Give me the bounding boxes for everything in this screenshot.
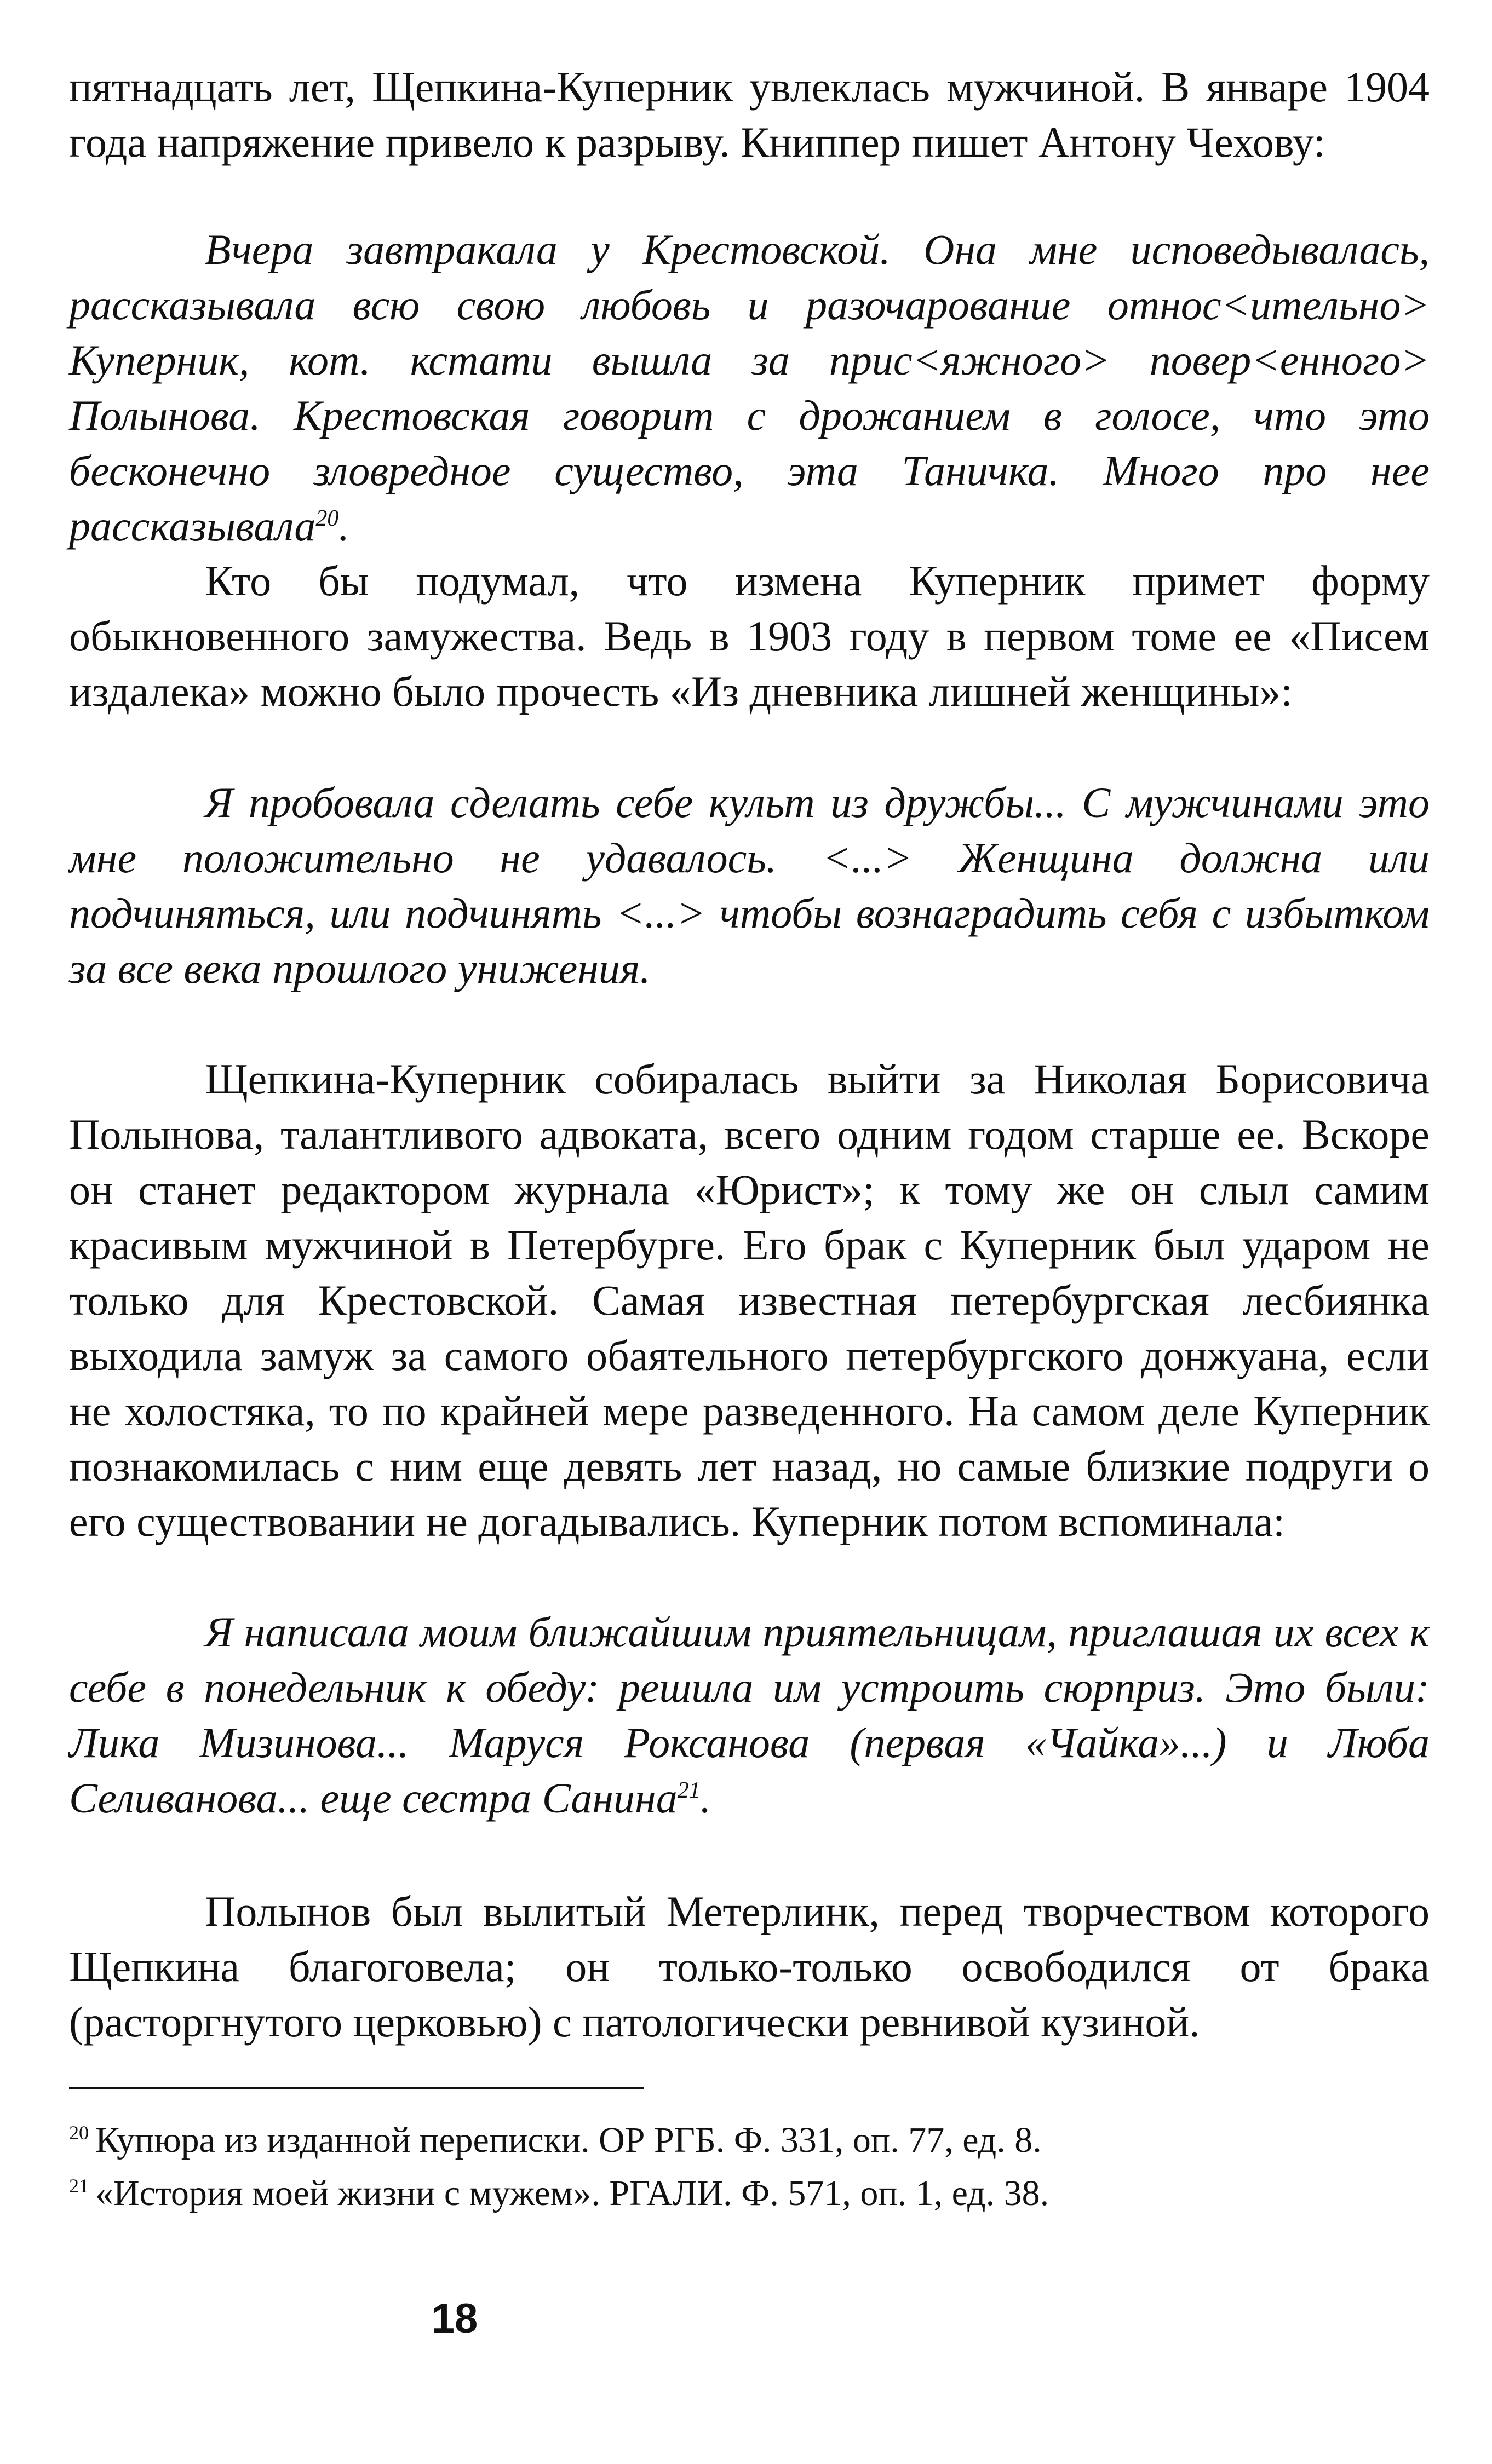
footnote-ref-20[interactable]: 20	[315, 506, 339, 531]
page-number: 18	[431, 2295, 478, 2342]
quote-block-2	[69, 775, 1430, 996]
footnote-text: «История моей жизни с мужем». РГАЛИ. Ф. 571, оп. 1, ед. 38.	[95, 2173, 1049, 2213]
footnote-text: Купюра из изданной переписки. ОР РГБ. Ф. 331, оп. 77, ед. 8.	[95, 2120, 1042, 2160]
quote-1-end: .	[338, 502, 349, 550]
footnote-21	[69, 2167, 1430, 2220]
paragraph-1: пятнадцать лет, Щепкина-Куперник увлеклась мужчиной. В январе 1904 года напряжение привело к разрыву. Книппер пишет Антону Чехову:	[69, 63, 1430, 166]
paragraph-3: Щепкина-Куперник собиралась выйти за Николая Борисовича Полынова, талантливого адвоката, всего одним годом старше ее. Вскоре он станет редактором журнала «Юрист»; к тому же он слыл самим красивым мужчиной в Петербурге. Его брак с Куперник был ударом не только для Крестовской. Самая известная петербургская лесбиянка выходила замуж за самого обаятельного петербургского донжуана, если не холостяка, то по крайней мере разведенного. На самом деле Куперник познакомилась с ним еще девять лет назад, но самые близкие подруги о его существовании не догадывались. Куперник потом вспоминала:	[69, 1055, 1430, 1545]
footnote-number: 21	[69, 2175, 89, 2197]
footnote-ref-21[interactable]: 21	[677, 1778, 701, 1803]
quote-1	[69, 222, 1430, 554]
footnotes	[69, 2114, 1430, 2220]
paragraph-block-3	[69, 1051, 1430, 1549]
paragraph-continuation	[69, 59, 1430, 170]
quote-3-end: .	[700, 1774, 711, 1822]
quote-2: Я пробовала сделать себе культ из дружбы... С мужчинами это мне положительно не удавалось. <...> Женщина должна или подчиняться, или подчинять <...> чтобы вознаградить себя с избытком за все века прошлого унижения.	[69, 779, 1430, 992]
paragraph-block-4	[69, 1884, 1430, 2050]
footnote-number: 20	[69, 2122, 89, 2144]
paragraph-block-2	[69, 553, 1430, 719]
quote-3-text: Я написала моим ближайшим приятельницам, приглашая их всех к себе в понедельник к обеду: решила им устроить сюрприз. Это были: Лика Мизинова... Маруся Роксанова (первая «Чайка»...) и Люба Селиванова... еще сестра Санина	[69, 1608, 1430, 1822]
quote-block-3	[69, 1604, 1430, 1826]
paragraph-2: Кто бы подумал, что измена Куперник примет форму обыкновенного замужества. Ведь в 1903 году в первом томе ее «Писем издалека» можно было прочесть «Из дневника лишней женщины»:	[69, 557, 1430, 715]
quote-3	[69, 1604, 1430, 1826]
footnote-separator	[69, 2087, 644, 2089]
quote-block-1	[69, 222, 1430, 554]
paragraph-4: Полынов был вылитый Метерлинк, перед творчеством которого Щепкина благоговела; он только-только освободился от брака (расторгнутого церковью) с патологически ревнивой кузиной.	[69, 1887, 1430, 2046]
quote-1-text: Вчера завтракала у Крестовской. Она мне исповедывалась, рассказывала всю свою любовь и разочарование относ<ительно> Куперник, кот. кстати вышла за прис<яжного> повер<енного> Полынова. Крестовская говорит с дрожанием в голосе, что это бесконечно зловредное существо, эта Таничка. Много про нее рассказывала	[69, 226, 1430, 550]
footnote-20	[69, 2114, 1430, 2167]
